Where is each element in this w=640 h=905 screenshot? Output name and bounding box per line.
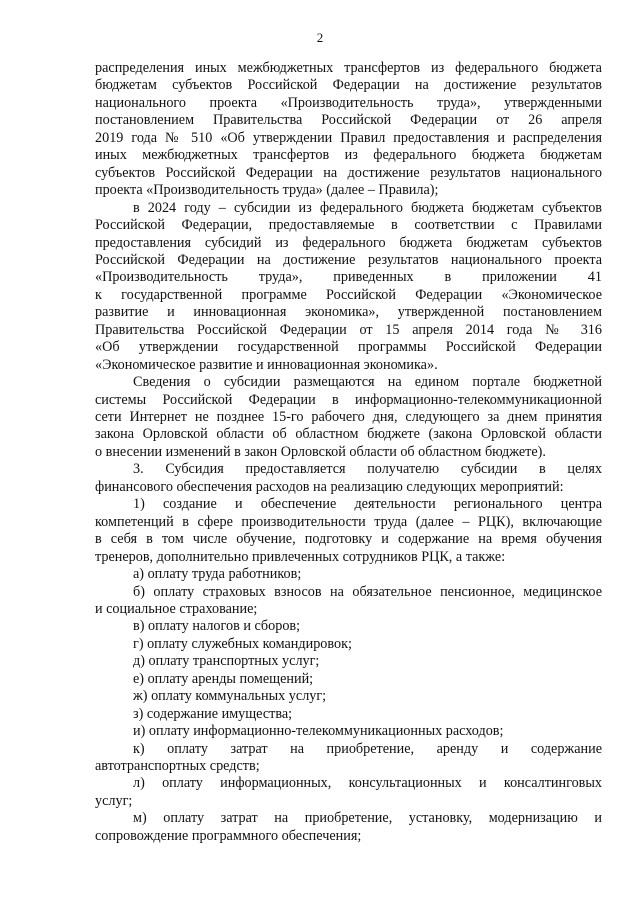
text-line: 1) создание и обеспечение деятельности регионального центра xyxy=(133,496,602,513)
text-line: постановлением Правительства Российской Федерации от 26 апреля xyxy=(95,112,602,129)
text-line: Сведения о субсидии размещаются на едином портале бюджетной xyxy=(133,374,602,391)
text-line: предоставления субсидий из федерального бюджета бюджетам субъектов xyxy=(95,234,602,251)
text-line: сети Интернет не позднее 15-го рабочего дня, следующего за днем принятия xyxy=(95,409,602,425)
text-line: «Производительность труда», приведенных в приложении 41 xyxy=(95,269,602,286)
text-line: сопровождение программного обеспечения; xyxy=(95,827,362,844)
text-line: 2019 года № 510 «Об утверждении Правил предоставления и распределения xyxy=(95,129,602,146)
text-line: б) оплату страховых взносов на обязательное пенсионное, медицинское xyxy=(133,583,602,600)
text-line: Российской Федерации на достижение результатов национального проекта xyxy=(95,251,602,268)
text-line: бюджетам субъектов Российской Федерации на достижение результатов xyxy=(95,77,602,94)
text-line: иных межбюджетных трансфертов из федерального бюджета бюджетам xyxy=(95,147,602,164)
text-line: г) оплату служебных командировок; xyxy=(133,635,352,652)
text-line: к) оплату затрат на приобретение, аренду и содержание xyxy=(133,740,602,757)
text-line: услуг; xyxy=(95,792,133,809)
text-line: м) оплату затрат на приобретение, установку, модернизацию и xyxy=(133,810,602,827)
text-line: субъектов Российской Федерации на достижение результатов национального xyxy=(95,164,602,181)
text-line: и) оплату информационно-телекоммуникационных расходов; xyxy=(133,723,504,740)
text-line: в себя в том числе обучение, подготовку и содержание на время обучения xyxy=(95,531,602,548)
text-line: 3. Субсидия предоставляется получателю субсидии в целях xyxy=(133,461,602,478)
text-line: Российской Федерации, предоставляемые в соответствии с Правилами xyxy=(95,217,602,234)
text-line: е) оплату аренды помещений; xyxy=(133,670,314,687)
text-line: распределения иных межбюджетных трансфертов из федерального бюджета xyxy=(95,60,602,76)
text-line: а) оплату труда работников; xyxy=(133,566,302,583)
text-line: в) оплату налогов и сборов; xyxy=(133,618,301,635)
text-line: ж) оплату коммунальных услуг; xyxy=(133,688,327,705)
page-number: 2 xyxy=(316,30,324,45)
text-line: «Экономическое развитие и инновационная экономика». xyxy=(95,356,438,373)
text-line: закона Орловской области об областном бюджете (закона Орловской области xyxy=(95,426,602,443)
text-line: системы Российской Федерации в информационно-телекоммуникационной xyxy=(95,391,602,408)
text-line: в 2024 году – субсидии из федерального бюджета бюджетам субъектов xyxy=(133,199,602,216)
text-line: тренеров, дополнительно привлеченных сотрудников РЦК, а также: xyxy=(95,548,506,565)
text-line: и социальное страхование; xyxy=(95,600,258,617)
text-line: Правительства Российской Федерации от 15 апреля 2014 года № 316 xyxy=(95,321,602,338)
text-line: развитие и инновационная экономика», утвержденной постановлением xyxy=(95,304,602,321)
text-line: о внесении изменений в закон Орловской области об областном бюджете). xyxy=(95,443,546,460)
text-line: национального проекта «Производительность труда», утвержденными xyxy=(95,94,602,111)
text-line: компетенций в сфере производительности труда (далее – РЦК), включающие xyxy=(95,513,602,530)
text-line: проекта «Производительность труда» (далее – Правила); xyxy=(95,182,439,199)
text-line: «Об утверждении государственной программы Российской Федерации xyxy=(95,339,602,356)
text-line: л) оплату информационных, консультационных и консалтинговых xyxy=(133,775,602,792)
text-line: к государственной программе Российской Федерации «Экономическое xyxy=(95,286,602,303)
text-line: д) оплату транспортных услуг; xyxy=(133,653,320,670)
text-line: з) содержание имущества; xyxy=(133,705,293,722)
text-line: автотранспортных средств; xyxy=(95,758,260,774)
text-line: финансового обеспечения расходов на реализацию следующих мероприятий: xyxy=(95,478,564,495)
